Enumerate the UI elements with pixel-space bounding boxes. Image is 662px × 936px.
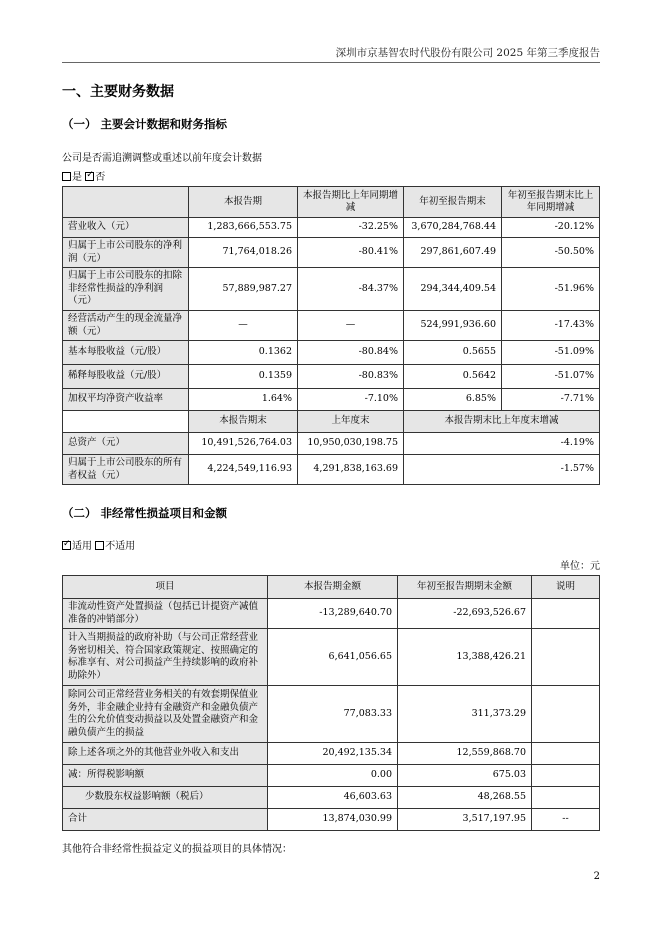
table-row — [63, 268, 600, 311]
header-cell: 本报告期比上年同期增减 — [298, 187, 404, 218]
table-row — [63, 455, 600, 485]
cell — [532, 743, 600, 765]
cell — [532, 787, 600, 809]
row-label: 营业收入（元） — [63, 218, 189, 238]
header-cell: 本报告期 — [189, 187, 298, 218]
table-row — [63, 218, 600, 238]
nonrecurring-items-table — [62, 575, 600, 831]
cell: -80.41% — [298, 238, 404, 268]
cell: 57,889,987.27 — [189, 268, 298, 311]
unit-label: 单位：元 — [560, 561, 600, 572]
header-cell: 年初至报告期末比上年同期增减 — [502, 187, 600, 218]
cell: -20.12% — [502, 218, 600, 238]
header-cell: 上年度末 — [298, 411, 404, 433]
cell: -32.25% — [298, 218, 404, 238]
cell: 0.5642 — [404, 365, 502, 389]
table-header-row — [63, 187, 600, 218]
cell: -22,693,526.67 — [398, 599, 532, 629]
cell: -17.43% — [502, 311, 600, 341]
cell: -51.07% — [502, 365, 600, 389]
table-row — [63, 599, 600, 629]
cell: 20,492,135.34 — [268, 743, 398, 765]
row-label: 基本每股收益（元/股） — [63, 341, 189, 365]
row-label: 归属于上市公司股东的净利润（元） — [63, 238, 189, 268]
restatement-options — [62, 168, 105, 183]
cell: 6.85% — [404, 389, 502, 411]
cell: 524,991,936.60 — [404, 311, 502, 341]
table-row — [63, 311, 600, 341]
cell: -80.83% — [298, 365, 404, 389]
option-applicable-label: 适用 — [72, 541, 92, 552]
cell: 10,950,030,198.75 — [298, 433, 404, 455]
cell: -51.96% — [502, 268, 600, 311]
option-yes-label: 是 — [72, 172, 82, 183]
table-row — [63, 433, 600, 455]
row-label: 计入当期损益的政府补助（与公司正常经营业务密切相关、符合国家政策规定、按照确定的标准享有、对公司损益产生持续影响的政府补助除外） — [63, 629, 268, 686]
table-row — [63, 238, 600, 268]
table-row — [63, 341, 600, 365]
row-label: 合计 — [63, 809, 268, 831]
cell: -80.84% — [298, 341, 404, 365]
section-title: 一、主要财务数据 — [62, 84, 174, 100]
cell: 0.1362 — [189, 341, 298, 365]
checkbox-yes[interactable] — [62, 172, 71, 181]
header-cell: 本报告期金额 — [268, 576, 398, 599]
cell: -50.50% — [502, 238, 600, 268]
cell: 77,083.33 — [268, 686, 398, 743]
cell: 48,268.55 — [398, 787, 532, 809]
cell: 3,517,197.95 — [398, 809, 532, 831]
cell: -7.10% — [298, 389, 404, 411]
row-label: 少数股东权益影响额（税后） — [63, 787, 268, 809]
subsection-title-key-data: （一） 主要会计数据和财务指标 — [62, 117, 228, 131]
cell: 0.1359 — [189, 365, 298, 389]
table-row — [63, 787, 600, 809]
cell: 46,603.63 — [268, 787, 398, 809]
row-label: 减：所得税影响额 — [63, 765, 268, 787]
cell: -51.09% — [502, 341, 600, 365]
table-header-row — [63, 576, 600, 599]
cell: -4.19% — [404, 433, 600, 455]
table-row — [63, 686, 600, 743]
row-label: 非流动性资产处置损益（包括已计提资产减值准备的冲销部分） — [63, 599, 268, 629]
cell — [532, 599, 600, 629]
page-header: 深圳市京基智农时代股份有限公司 2025 年第三季度报告 — [335, 47, 600, 59]
cell: 675.03 — [398, 765, 532, 787]
table-row — [63, 743, 600, 765]
page-number: 2 — [593, 871, 600, 882]
cell: 4,291,838,163.69 — [298, 455, 404, 485]
restatement-question: 公司是否需追溯调整或重述以前年度会计数据 — [62, 153, 262, 164]
row-label: 稀释每股收益（元/股） — [63, 365, 189, 389]
cell: 71,764,018.26 — [189, 238, 298, 268]
cell: 0.00 — [268, 765, 398, 787]
checkbox-no[interactable] — [85, 172, 94, 181]
row-label: 除上述各项之外的其他营业外收入和支出 — [63, 743, 268, 765]
cell: 4,224,549,116.93 — [189, 455, 298, 485]
cell: -13,289,640.70 — [268, 599, 398, 629]
cell: -- — [532, 809, 600, 831]
applicable-options — [62, 537, 135, 552]
table-row — [63, 809, 600, 831]
cell: 13,388,426.21 — [398, 629, 532, 686]
checkbox-applicable[interactable] — [62, 541, 71, 550]
header-cell: 年初至报告期末 — [404, 187, 502, 218]
table-row — [63, 629, 600, 686]
cell: 6,641,056.65 — [268, 629, 398, 686]
cell: 1.64% — [189, 389, 298, 411]
header-cell: 说明 — [532, 576, 600, 599]
checkbox-not-applicable[interactable] — [95, 541, 104, 550]
row-label: 归属于上市公司股东的所有者权益（元） — [63, 455, 189, 485]
cell: 13,874,030.99 — [268, 809, 398, 831]
cell: 10,491,526,764.03 — [189, 433, 298, 455]
subsection-title-nonrecurring: （二） 非经常性损益项目和金额 — [62, 506, 228, 520]
cell: — — [298, 311, 404, 341]
option-not-applicable-label: 不适用 — [105, 541, 136, 552]
table-row — [63, 389, 600, 411]
row-label: 总资产（元） — [63, 433, 189, 455]
cell: 3,670,284,768.44 — [404, 218, 502, 238]
cell: -7.71% — [502, 389, 600, 411]
cell: 311,373.29 — [398, 686, 532, 743]
cell: 1,283,666,553.75 — [189, 218, 298, 238]
table-row — [63, 365, 600, 389]
cell — [532, 629, 600, 686]
table-row — [63, 765, 600, 787]
row-label: 经营活动产生的现金流量净额（元） — [63, 311, 189, 341]
cell — [532, 765, 600, 787]
header-divider — [62, 62, 600, 63]
cell: 12,559,868.70 — [398, 743, 532, 765]
cell: 0.5655 — [404, 341, 502, 365]
cell: -84.37% — [298, 268, 404, 311]
cell: 294,344,409.54 — [404, 268, 502, 311]
cell — [532, 686, 600, 743]
header-cell: 本报告期末 — [189, 411, 298, 433]
option-no-label: 否 — [95, 172, 106, 183]
header-cell: 本报告期末比上年度末增减 — [404, 411, 600, 433]
cell: 297,861,607.49 — [404, 238, 502, 268]
row-label: 除同公司正常经营业务相关的有效套期保值业务外，非金融企业持有金融资产和金融负债产生的公允价值变动损益以及处置金融资产和金融负债产生的损益 — [63, 686, 268, 743]
header-cell: 项目 — [63, 576, 268, 599]
row-label: 加权平均净资产收益率 — [63, 389, 189, 411]
key-financial-data-table — [62, 186, 600, 485]
other-items-note: 其他符合非经常性损益定义的损益项目的具体情况： — [62, 844, 292, 855]
cell: — — [189, 311, 298, 341]
table-header-row — [63, 411, 600, 433]
header-cell — [63, 187, 189, 218]
row-label: 归属于上市公司股东的扣除非经常性损益的净利润（元） — [63, 268, 189, 311]
cell: -1.57% — [404, 455, 600, 485]
header-cell: 年初至报告期期末金额 — [398, 576, 532, 599]
header-cell — [63, 411, 189, 433]
